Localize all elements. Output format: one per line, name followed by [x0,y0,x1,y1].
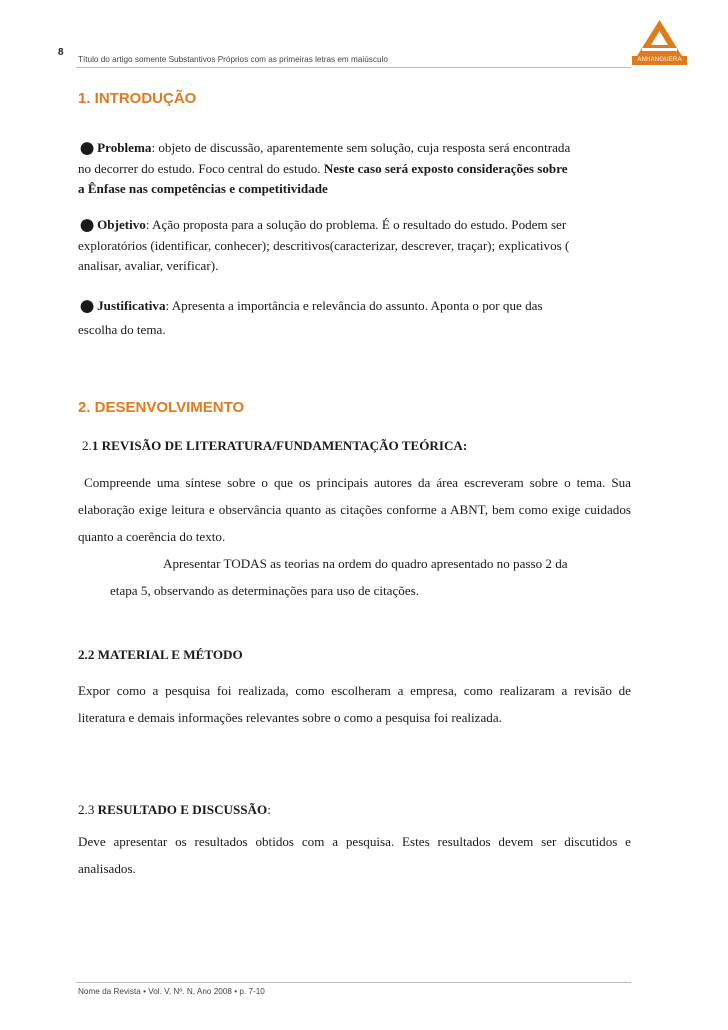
subsection-title-2-2 [78,645,243,666]
bullet-icon: ● [78,289,97,322]
note-line-1: Apresentar TODAS as teorias na ordem do quadro apresentado no passo 2 da [163,556,568,571]
bullet-icon: ● [78,208,97,241]
justificativa-text: : Apresenta a importância e relevância do assunto. Aponta o por que das [165,298,543,313]
paragraph-material-metodo: Expor como a pesquisa foi realizada, como escolheram a empresa, como realizaram a revisão de literatura e demais informações relevantes sobre o como a pesquisa foi realizada. [78,683,631,725]
problema-bold-2: a Ênfase nas competências e competitividade [78,181,328,196]
paragraph-objetivo [78,205,631,277]
note-line-2: etapa 5, observando as determinações para uso de citações. [110,583,420,598]
section-heading-introducao: 1. INTRODUÇÃO [78,90,197,107]
problema-bold: Neste caso será exposto considerações sobre [323,160,568,176]
logo-wordmark: ANHANGUERA [632,56,687,65]
page-number: 8 [58,47,64,58]
paragraph-justificativa [78,286,631,340]
subsection-title-2-1 [82,436,467,457]
subsection-number: 2. [82,438,92,453]
term-problema: Problema [97,140,152,155]
paragraph-revisao: Compreende uma síntese sobre o que os principais autores da área escreveram sobre o tema. Sua elaboração exige leitura e observância quanto as citações conforme a ABNT, bem como exige cuidados quanto a coerência do texto. [78,475,631,544]
bullet-icon: ● [78,131,97,164]
subsection-title-text: RESULTADO E DISCUSSÃO [97,802,268,817]
footer-citation: Nome da Revista • Vol. V, Nº. N, Ano 2008 • p. 7-10 [78,987,265,996]
objetivo-text: : Ação proposta para a solução do problema. É o resultado do estudo. Podem ser [145,217,567,232]
objetivo-text-2: exploratórios (identificar, conhecer); descritivos(caracterizar, descrever, traçar); explicativos ( [78,237,570,253]
footer-divider [76,982,631,983]
subsection-title-text: 2.2 MATERIAL E MÉTODO [78,647,243,662]
section-heading-desenvolvimento: 2. DESENVOLVIMENTO [78,399,245,416]
subsection-colon: : [267,802,271,817]
objetivo-text-3: analisar, avaliar, verificar). [78,258,219,273]
subsection-title-2-3 [78,800,271,821]
term-justificativa: Justificativa [97,298,166,313]
paragraph-resultado: Deve apresentar os resultados obtidos com a pesquisa. Estes resultados devem ser discutidos e analisados. [78,834,631,876]
subsection-number: 2.3 [78,802,98,817]
problema-text-2: no decorrer do estudo. Foco central do estudo. [78,160,324,176]
term-objetivo: Objetivo [97,217,146,232]
subsection-title-text: 1 REVISÃO DE LITERATURA/FUNDAMENTAÇÃO TEÓRICA: [91,438,468,453]
paragraph-problema [78,128,631,200]
problema-text: : objeto de discussão, aparentemente sem solução, cuja resposta será encontrada [151,140,571,155]
justificativa-text-2: escolha do tema. [78,321,166,337]
running-title: Título do artigo somente Substantivos Próprios com as primeiras letras em maiúsculo [78,55,388,64]
header-divider [76,67,631,68]
